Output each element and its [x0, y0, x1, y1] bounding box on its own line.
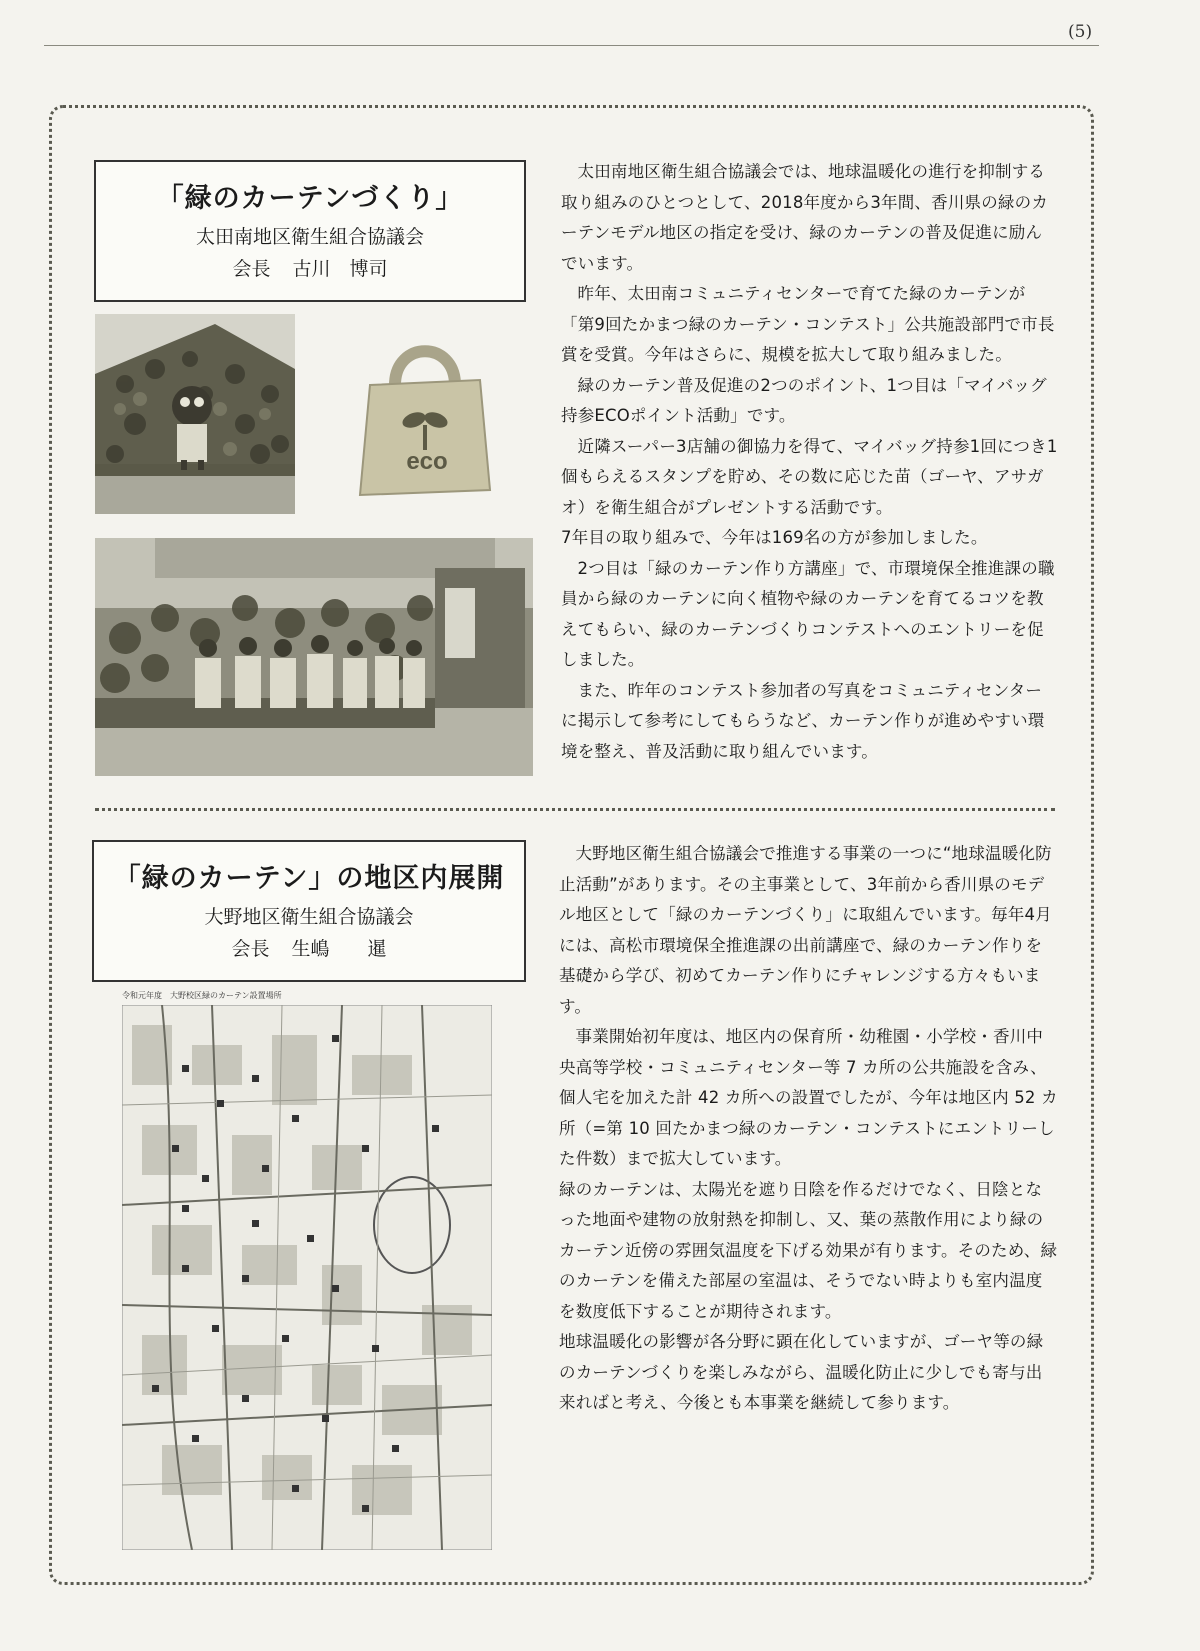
article2-title-box [92, 840, 526, 982]
article2-role: 会長 [231, 938, 270, 960]
article2-paragraph: 大野地区衛生組合協議会で推進する事業の一つに“地球温暖化防止活動”があります。その主事業として、3年前から香川県のモデル地区として「緑のカーテンづくり」に取組んでいます。毎年4月には、高松市環境保全推進課の出前講座で、緑のカーテン作りを基礎から学び、初めてカーテン作りにチャレンジする方々もいます。 [559, 844, 1052, 1016]
mascot-photo [95, 314, 295, 514]
eco-bag-photo [350, 330, 500, 500]
article1-paragraph: 近隣スーパー3店舗の御協力を得て、マイバッグ持参1回につき1個もらえるスタンプを貯め、その数に応じた苗（ゴーヤ、アサガオ）を衛生組合がプレゼントする活動です。 [561, 436, 1058, 517]
eco-bag-text: eco [406, 448, 448, 475]
article1-name: 古川 博司 [292, 258, 388, 280]
page-number: (5) [1068, 22, 1093, 42]
article1-title-box [94, 160, 526, 302]
article2-author [94, 933, 524, 965]
article2-title: 「緑のカーテン」の地区内展開 [113, 863, 505, 894]
article1-paragraph: 2つ目は「緑のカーテン作り方講座」で、市環境保全推進課の職員から緑のカーテンに向く植物や緑のカーテンを育てるコツを教えてもらい、緑のカーテンづくりコンテストへのエントリーを促しました。 [561, 558, 1055, 669]
article1-role: 会長 [232, 258, 271, 280]
district-map [122, 990, 492, 1555]
article2-paragraph: 事業開始初年度は、地区内の保育所・幼稚園・小学校・香川中央高等学校・コミュニティセンター等 7 カ所の公共施設を含み、個人宅を加えた計 42 カ所への設置でしたが、今年は地区内 52 カ所（=第 10 回たかまつ緑のカーテン・コンテストにエントリーした件数）まで拡大しています。 [559, 1027, 1058, 1168]
district-map-image [122, 1005, 492, 1550]
article1-body [561, 157, 1058, 767]
article1-paragraph: 昨年、太田南コミュニティセンターで育てた緑のカーテンが「第9回たかまつ緑のカーテン・コンテスト」公共施設部門で市長賞を受賞。今年はさらに、規模を拡大して取り組みました。 [561, 284, 1055, 364]
article1-paragraph: 太田南地区衛生組合協議会では、地球温暖化の進行を抑制する取り組みのひとつとして、2018年度から3年間、香川県の緑のカーテンモデル地区の指定を受け、緑のカーテンの普及促進に励んでいます。 [561, 162, 1049, 273]
article1-title: 「緑のカーテンづくり」 [156, 183, 464, 214]
map-caption: 令和元年度 大野校区緑のカーテン設置場所 [122, 991, 282, 1000]
section-divider [95, 808, 1055, 811]
article1-paragraph: 緑のカーテン普及促進の2つのポイント、1つ目は「マイバッグ持参ECOポイント活動」です。 [561, 375, 1047, 425]
article2-paragraph: 緑のカーテンは、太陽光を遮り日陰を作るだけでなく、日陰となった地面や建物の放射熱を抑制し、又、葉の蒸散作用により緑のカーテン近傍の雰囲気温度を下げる効果が有ります。そのため、緑のカーテンを備えた部屋の室温は、そうでない時よりも室内温度を数度低下することが期待されます。 [559, 1179, 1058, 1321]
article2-organization: 大野地区衛生組合協議会 [204, 906, 414, 928]
group-photo-image [95, 538, 533, 776]
mascot-photo-image [95, 314, 295, 514]
article2-paragraph: 地球温暖化の影響が各分野に顕在化していますが、ゴーヤ等の緑のカーテンづくりを楽しみながら、温暖化防止に少しでも寄与出来ればと考え、今後とも本事業を継続して参ります。 [559, 1332, 1044, 1412]
article1-author [96, 253, 524, 285]
article2-name: 生嶋 暹 [291, 938, 387, 960]
article1-organization: 太田南地区衛生組合協議会 [195, 226, 424, 248]
group-photo [95, 538, 533, 776]
top-rule [44, 45, 1099, 46]
article1-paragraph: また、昨年のコンテスト参加者の写真をコミュニティセンターに掲示して参考にしてもらうなど、カーテン作りが進めやすい環境を整え、普及活動に取り組んでいます。 [561, 680, 1045, 761]
article2-body [559, 839, 1058, 1419]
article1-paragraph: 7年目の取り組みで、今年は169名の方が参加しました。 [561, 528, 988, 547]
